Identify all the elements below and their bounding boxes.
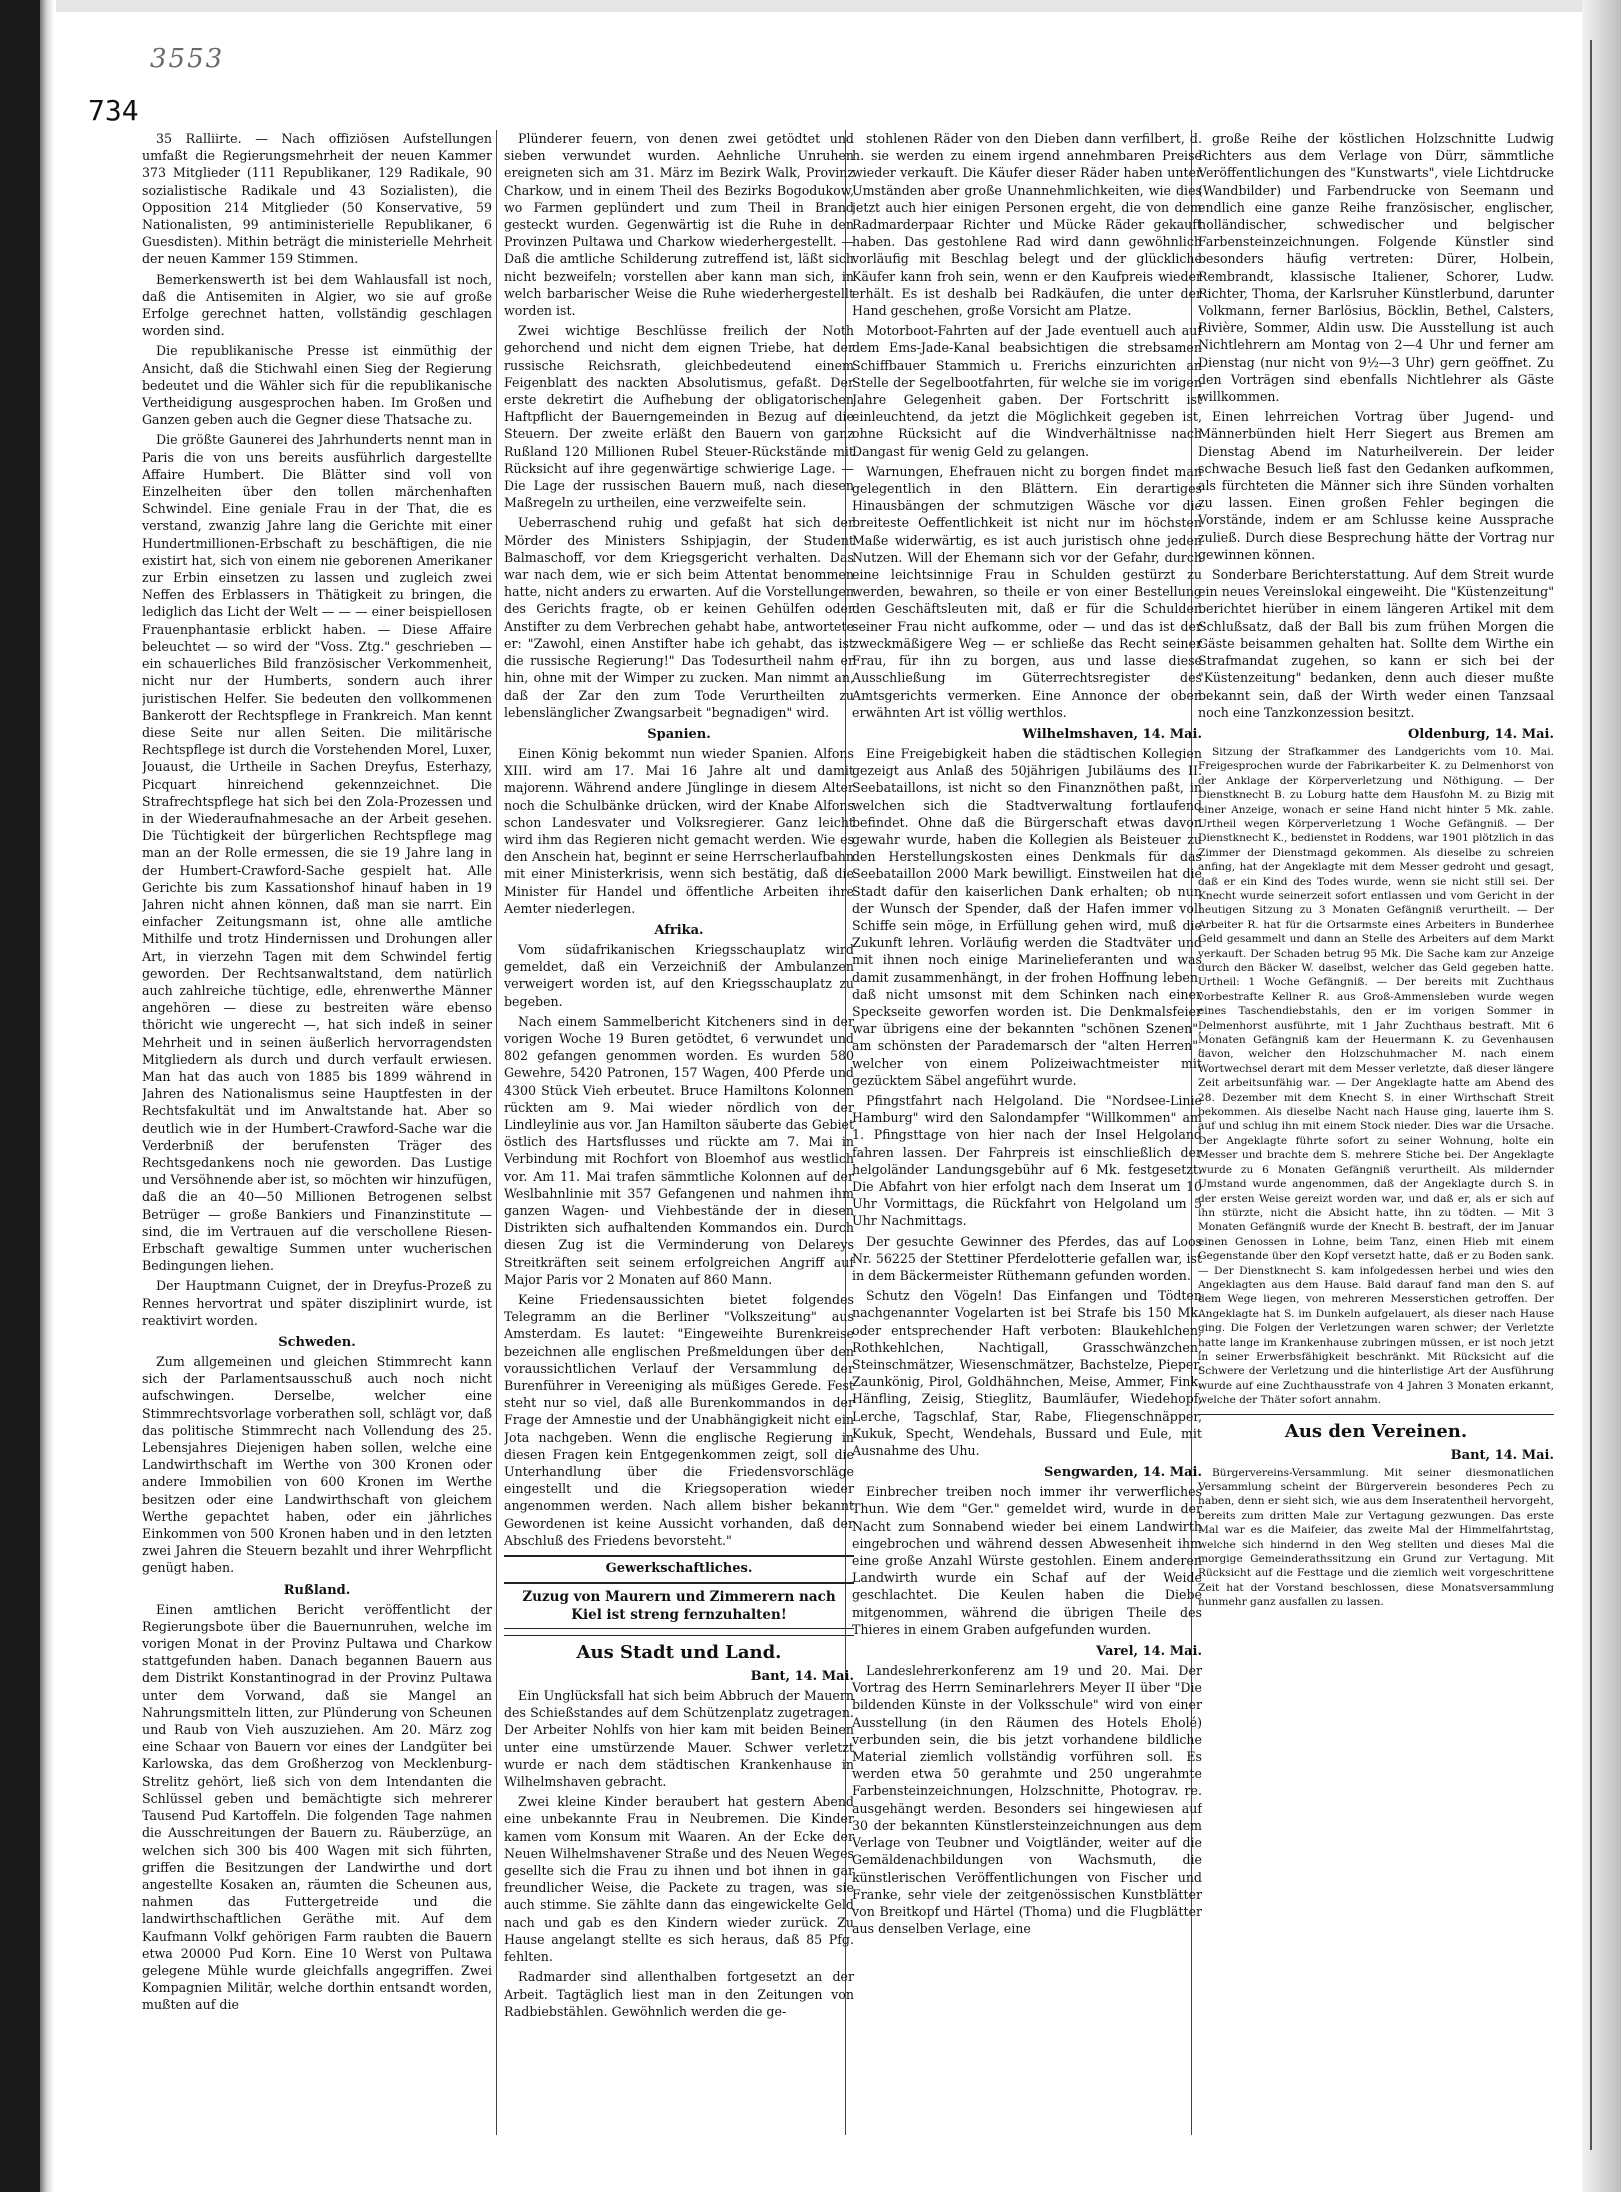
paragraph: Keine Friedensaussichten bietet folgendes Telegramm an die Berliner "Volkszeitung" aus Amsterdam. Es lautet: "Eingeweihte Burenkreise bezeichnen alle englischen Preßmeldungen über den voraussichtlichen Verlauf der Versammlung der Burenführer in Vereeniging als müßiges Gerede. Fest steht nur so viel, daß alle Burenkommandos in der Frage der Amnestie und der Unabhängigkeit nicht ein Jota nachgeben. Wenn die englische Regierung in diesen Fragen kein Entgegenkommen zeigt, soll die Unterhandlung über die Friedensvorschläge eingestellt und die Kriegsoperation wieder angenommen werden. Nach allem bisher bekannt Gewordenen ist keine Aussicht vorhanden, daß der Abschluß des Friedens bevorsteht."	[504, 1292, 854, 1548]
dateline-wilhelmshaven: Wilhelmshaven, 14. Mai.	[1022, 726, 1202, 742]
column-3	[852, 130, 1202, 2135]
paragraph: Eine Freigebigkeit haben die städtischen Kollegien gezeigt aus Anlaß des 50jährigen Jubiläums des II. Seebataillons, ist nicht so den Finanznöthen paßt, in welchen sich die Stadtverwaltung fortlaufend befindet. Ohne daß die Bürgerschaft etwas davon gewahr wurde, haben die Kollegien als Beisteuer zu den Herstellungskosten eines Denkmals für das Seebataillon 2000 Mark bewilligt. Einstweilen hat die Stadt dafür den kaiserlichen Dank erhalten; ob nun der Wunsch der Spender, daß der Hafen immer voll Schiffe sein möge, in Erfüllung gehen wird, muß die Zukunft lehren. Vorläufig werden die Stadtväter und mit ihnen noch einige Marinelieferanten und was damit zusammenhängt, in der frohen Hoffnung leben, daß nicht umsonst mit dem Schinken nach einer Speckseite geworfen worden ist. Die Denkmalsfeier war übrigens eine der bekannten "schönen Szenen", am schönsten der Parademarsch der "alten Herren", welcher von einem Polizeiwachtmeister mit gezücktem Säbel angeführt wurde.	[852, 745, 1202, 1088]
paragraph: Die größte Gaunerei des Jahrhunderts nennt man in Paris die von uns bereits ausführlich dargestellte Affaire Humbert. Die Blätter sind voll von Einzelheiten über den tollen märchenhaften Schwindel. Eine geniale Frau in der That, die es verstand, zwanzig Jahre lang die Gerichte mit einer Hundertmillionen-Erbschaft zu beschäftigen, die nie existirt hat, sich von einem nie geborenen Amerikaner zur Erbin einsetzen zu lassen und zugleich zwei Neffen des Erblassers in Thätigkeit zu bringen, die lediglich das Licht der Welt — — — einer beispiellosen Frauenphantasie erblickt haben. — Diese Affaire beleuchtet — so wird der "Voss. Ztg." geschrieben — ein schauerliches Bild französischer Verkommenheit, nicht nur der Humberts, sondern auch ihrer juristischen Helfer. Sie bedeuten den vollkommenen Bankerott der Rechtspflege in Frankreich. Man kennt diese Seite nur allen Seiten. Die militärische Rechtspflege ist durch die Vorstehenden Morel, Luxer, Jouaust, die Urtheile in Sachen Dreyfus, Esterhazy, Picquart hinreichend gekennzeichnet. Die Strafrechtspflege hat sich bei den Zola-Prozessen und in der Wiederaufnahmesache an der Arbeit gesehen. Die Tüchtigkeit der bürgerlichen Rechtspflege mag man an der Rolle ermessen, die sie 19 Jahre lang in der Humbert-Crawford-Sache gespielt hat. Alle Gerichte bis zum Kassationshof hinauf haben in 19 Jahren nicht ahnen können, daß man sie narrt. Ein einfacher Zeitungsmann ist, ohne alle amtliche Mithilfe und trotz Hindernissen und Drohungen aller Art, in vierzehn Tagen mit dem Schwindel fertig geworden. Der Rechtsanwaltstand, dem natürlich auch zahlreiche tüchtige, edle, ehrenwerthe Männer angehören — diese zu bestreiten wäre ebenso thöricht wie ungerecht —, hat sich indeß in seiner Mehrheit und in seinen äußerlich hervorragendsten Mitgliedern als durch und durch verfault erwiesen. Man hat das auch von 1885 bis 1899 während in Jahren des Nationalismus seine Hauptfesten in der Rechtsfakultät und im Anwaltstande hat. Aber so deutlich wie in der Humbert-Crawford-Sache war die Verderbniß der berufensten Träger des Rechtsgedankens noch nie geworden. Das Lustige und Versöhnende aber ist, so möchten wir hinzufügen, daß die an 40—50 Millionen Betrogenen selbst Betrüger — große Bankiers und Finanzinstitute — sind, die im Vertrauen auf die verschollene Riesen-Erbschaft gewaltige Summen unter wucherischen Bedingungen liehen.	[142, 432, 492, 1274]
paragraph: Warnungen, Ehefrauen nicht zu borgen findet man gelegentlich in den Blättern. Ein derartiges Hinausbängen der schmutzigen Wäsche vor die breiteste Oeffentlichkeit ist nicht nur im höchsten Maße widerwärtig, es ist auch juristisch ohne jeden Nutzen. Will der Ehemann sich vor der Gefahr, durch eine leichtsinnige Frau in Schulden gestürzt zu werden, bewahren, so theile er von einer Bestellung den Geschäftsleuten mit, daß er für die Schulden seiner Frau nicht aufkomme, oder — und das ist der zweckmäßigere Weg — er schließe das Recht seiner Frau, für ihn zu borgen, aus und lasse diese Ausschließung im Güterrechtsregister des Amtsgerichts vermerken. Eine Annonce der oben erwähnten Art ist völlig werthlos.	[852, 463, 1202, 720]
section-heading-gewerkschaftliches: Gewerkschaftliches.	[504, 1555, 854, 1576]
dateline-bant: Bant, 14. Mai.	[1450, 1447, 1554, 1463]
column-2	[504, 130, 854, 2135]
section-heading-afrika: Afrika.	[654, 922, 704, 938]
paragraph: Einbrecher treiben noch immer ihr verwerfliches Thun. Wie dem "Ger." gemeldet wird, wurde in der Nacht zum Sonnabend wieder bei einem Landwirth eingebrochen und während dessen Abwesenheit ihm eine große Anzahl Würste gestohlen. Einem anderen Landwirth wurde ein Schaf auf der Weide geschlachtet. Die Keulen haben die Diebe mitgenommen, während die übrigen Theile des Thieres in einem Graben aufgefunden wurden.	[852, 1484, 1202, 1637]
paragraph: Zwei wichtige Beschlüsse freilich der Noth gehorchend und nicht dem eignen Triebe, hat der russische Reichsrath, gleichbedeutend einem Feigenblatt des nackten Absolutismus, gefaßt. Der erste dekretirt die Aufhebung der obligatorischen Haftpflicht der Bauerngemeinden in Bezug auf die Steuern. Der zweite erläßt den Bauern von ganz Rußland 120 Millionen Rubel Steuer-Rückstände mit Rücksicht auf ihre gegenwärtige schwierige Lage. — Die Lage der russischen Bauern muß, nach diesen Maßregeln zu urtheilen, eine verzweifelte sein.	[504, 323, 854, 511]
paragraph: Schutz den Vögeln! Das Einfangen und Tödten nachgenannter Vogelarten ist bei Strafe bis 150 Mk. oder entsprechender Haft verboten: Blaukehlchen, Rothkehlchen, Nachtigall, Grasschwänzchen, Steinschmätzer, Wiesenschmätzer, Bachstelze, Pieper, Zaunkönig, Pirol, Goldhähnchen, Meise, Ammer, Fink, Hänfling, Zeisig, Stieglitz, Baumläufer, Wiedehopf, Lerche, Tagschlaf, Star, Rabe, Fliegenschnäpper, Kukuk, Specht, Wendehals, Bussard und Eule, mit Ausnahme des Uhu.	[852, 1288, 1202, 1459]
paragraph-small: Sitzung der Strafkammer des Landgerichts vom 10. Mai. Freigesprochen wurde der Fabrikarbeiter K. zu Delmenhorst von der Anklage der Körperverletzung und Nöthigung. — Der Dienstknecht B. zu Loburg hatte dem Hausfohn M. zu Bizig mit einer Anzeige, wonach er seine Hand nicht hinter 5 Mk. zahle. Urtheil wegen Körperverletzung 1 Woche Gefängniß. — Der Dienstknecht K., bedienstet in Roddens, war 1901 plötzlich in das Zimmer der Dienstmagd gekommen. Als dieselbe zu schreien anfing, hat der Angeklagte mit dem Messer gedroht und gesagt, daß er ein Kind des Todes wurde, wenn sie nicht still sei. Der Knecht wurde seinerzeit sofort entlassen und vom Gericht in der heutigen Sitzung zu 3 Monaten Gefängniß verurtheilt. — Der Arbeiter R. hat für die Ortsarmste eines Arbeiters in Bunderhee Geld gesammelt und dann an Stelle des Arbeiters auf dem Markt verkauft. Der Schaden betrug 95 Mk. Die Sache kam zur Anzeige durch den Bäcker W. daselbst, welcher das Geld gegeben hatte. Urtheil: 1 Woche Gefängniß. — Der bereits mit Zuchthaus vorbestrafte Kellner R. aus Groß-Ammensleben wurde wegen eines Taschendiebstahls, den er im vorigen Sommer in Delmenhorst ausführte, mit 1 Jahr Zuchthaus bestraft. Mit 6 Monaten Gefängniß kam der Heuermann K. zu Gevenhausen davon, welcher den Holzschuhmacher M. nach einem Wortwechsel derart mit dem Messer verletzte, daß dieser längere Zeit arbeitsunfähig war. — Der Angeklagte hatte am Abend des 28. Dezember mit dem Knecht S. in einer Wirthschaft Streit bekommen. Als dieselbe Nacht nach Hause ging, lauerte ihm S. auf und schlug ihn mit einem Stock nieder. Dies war die Ursache. Der Angeklagte führte sofort zu seiner Wohnung, holte ein Messer und brachte dem S. mehrere Stiche bei. Der Angeklagte wurde zu 6 Monaten Gefängniß verurtheilt. Als mildernder Umstand wurde angenommen, daß der Angeklagte durch S. in der ersten Weise gereizt worden war, und daß er, als er sich auf ihn stürzte, nicht die Absicht hatte, ihn zu tödten. — Mit 3 Monaten Gefängniß wurde der Knecht B. bestraft, der im Januar einen Genossen in Lohne, beim Tanz, einen Hieb mit einem Gegenstande über den Kopf versetzt hatte, daß er zu Boden sank. — Der Dienstknecht S. kam infolgedessen herbei und wies den Angeklagten aus dem Hause. Bald darauf fand man den S. auf dem Wege liegen, von mehreren Messerstichen getroffen. Der Angeklagte hat S. im Dunkeln aufgelauert, als dieser nach Hause ging. Die Folgen der Verletzungen waren schwer; der Verletzte hatte lange im Krankenhause zubringen müssen, er ist noch jetzt in seiner Erwerbsfähigkeit beschränkt. Mit Rücksicht auf die Schwere der Verletzung und die hinterlistige Art der Ausführung wurde auf eine Zuchthausstrafe von 4 Jahren 3 Monaten erkannt, welche der Thäter sofort annahm.	[1198, 745, 1554, 1407]
paragraph: Radmarder sind allenthalben fortgesetzt an der Arbeit. Tagtäglich liest man in den Zeitungen von Radbiebstählen. Gewöhnlich werden die ge-	[504, 1969, 854, 2019]
dateline-oldenburg: Oldenburg, 14. Mai.	[1407, 726, 1554, 742]
paragraph: Die republikanische Presse ist einmüthig der Ansicht, daß die Stichwahl einen Sieg der Regierung bedeutet und die Wähler sich für die republikanische Vertheidigung ausgesprochen haben. Im Großen und Ganzen geben auch die Gegner diese Thatsache zu.	[142, 343, 492, 428]
section-heading-aus-den-vereinen: Aus den Vereinen.	[1198, 1414, 1554, 1442]
paragraph: Ein Unglücksfall hat sich beim Abbruch der Mauern des Schießstandes auf dem Schützenplatz zugetragen. Der Arbeiter Nohlfs von hier kam mit beiden Beinen unter eine umstürzende Mauer. Schwer verletzt wurde er nach dem städtischen Krankenhause in Wilhelmshaven gebracht.	[504, 1688, 854, 1790]
column-4	[1198, 130, 1554, 2135]
dateline-sengwarden: Sengwarden, 14. Mai.	[1044, 1465, 1202, 1481]
scan-top-edge	[56, 0, 1582, 12]
paragraph: Zwei kleine Kinder beraubert hat gestern Abend eine unbekannte Frau in Neubremen. Die Kinder kamen vom Konsum mit Waaren. An der Ecke der Neuen Wilhelmshavener Straße und des Neuen Weges gesellte sich die Frau zu ihnen und bot ihnen in gar freundlicher Weise, die Packete zu tragen, was sie auch stimme. Sie zählte dann das eingewickelte Geld nach und gab es den Kindern wieder zurück. Zu Hause angelangt stellte es sich heraus, daß 85 Pfg. fehlten.	[504, 1794, 854, 1965]
paragraph: Einen König bekommt nun wieder Spanien. Alfons XIII. wird am 17. Mai 16 Jahre alt und damit majorenn. Während andere Jünglinge in diesem Alter noch die Schulbänke drücken, wird der Knabe Alfons schon Landesvater und Volksregierer. Ganz leicht wird ihm das Regieren nicht gemacht werden. Wie es den Anschein hat, beginnt er seine Herrscherlaufbahn mit einer Ministerkrisis, wenn sich bestätig, daß die Minister für Handel und öffentliche Arbeiten ihre Aemter niederlegen.	[504, 745, 854, 916]
paragraph: Zum allgemeinen und gleichen Stimmrecht kann sich der Parlamentsausschuß auch noch nicht aufschwingen. Derselbe, welcher eine Stimmrechtsvorlage vorberathen soll, schlägt vor, daß das politische Stimmrecht nach Vollendung des 25. Lebensjahres Diejenigen haben sollen, welche eine Landwirthschaft im Werthe von 300 Kronen oder andere Immobilien von 600 Kronen im Werthe besitzen oder eine Landwirthschaft von gleichem Werthe gepachtet haben, oder ein jährliches Einkommen von 500 Kronen haben und in den letzten zwei Jahren die Steuern bezahlt und ihrer Wehrpflicht genügt haben.	[142, 1354, 492, 1576]
paragraph: Sonderbare Berichterstattung. Auf dem Streit wurde ein neues Vereinslokal eingeweiht. Die "Küstenzeitung" berichtet hierüber in einem längeren Artikel mit dem Schlußsatz, daß der Ball bis zum frühen Morgen die Gäste beisammen gehalten hat. Sollte dem Wirthe ein Strafmandat zugehen, so kann er sich bei der "Küstenzeitung" bedanken, denn auch dieser mußte bekannt sein, daß der Wirth weder einen Tanzsaal noch eine Tanzkonzession besitzt.	[1198, 567, 1554, 720]
pencil-mark: 3553	[150, 44, 225, 74]
paragraph: Einen amtlichen Bericht veröffentlicht der Regierungsbote über die Bauernunruhen, welche im vorigen Monat in der Provinz Pultawa und Charkow stattgefunden haben. Danach begannen Bauern aus dem Distrikt Konstantinograd in der Provinz Pultawa unter dem Vorwand, daß sie Mangel an Nahrungsmitteln litten, zur Plünderung von Scheunen und Raub von Vieh auszuziehen. Am 20. März zog eine Schaar von Bauern vor eines der Landgüter bei Karlowska, das dem Großherzog von Mecklenburg-Strelitz gehört, ließ sich von dem Intendanten die Schlüssel geben und bemächtigte sich mehrerer Tausend Pud Kartoffeln. Die folgenden Tage nahmen die Ausschreitungen der Bauern zu. Räuberzüge, an welchen sich 300 bis 400 Wagen mit sich führten, griffen die Besitzungen der Landwirthe und dort angestellte Kosaken an, räumten die Scheunen aus, nahmen das Futtergetreide und die landwirthschaftlichen Geräthe mit. Auf dem Kaufmann Volkf gehörigen Farm raubten die Bauern etwa 20000 Pud Korn. Eine 10 Werst von Pultawa gelegene Mühle wurde gleichfalls angegriffen. Zwei Kompagnien Militär, welche dorthin entsandt worden, mußten auf die	[142, 1601, 492, 2013]
paragraph: Pfingstfahrt nach Helgoland. Die "Nordsee-Linie Hamburg" wird den Salondampfer "Willkommen" am 1. Pfingsttage von hier nach der Insel Helgoland fahren lassen. Der Fahrpreis ist einschließlich der helgoländer Landungsgebühr auf 6 Mk. festgesetzt. Die Abfahrt von hier erfolgt nach dem Inserat um 10 Uhr Vormittags, die Rückfahrt von Helgoland um 5 Uhr Nachmittags.	[852, 1092, 1202, 1229]
dateline-varel: Varel, 14. Mai.	[1096, 1644, 1202, 1660]
paragraph: Bemerkenswerth ist bei dem Wahlausfall ist noch, daß die Antisemiten in Algier, wo sie auf große Erfolge gerechnet hatten, vollständig geschlagen worden sind.	[142, 271, 492, 339]
paragraph: Landeslehrerkonferenz am 19 und 20. Mai. Der Vortrag des Herrn Seminarlehrers Meyer II über "Die bildenden Künste in der Volksschule" wird von einer Ausstellung (in den Räumen des Hotels Eholé) verbunden sein, die bis jetzt vorhandene bildliche Material ziemlich vollständig vorführen soll. Es werden etwa 50 gerahmte und 250 ungerahmte Farbensteinzeichnungen, Holzschnitte, Photograv. re. ausgehängt werden. Besonders sei hingewiesen auf 30 der bekannten Künstlersteinzeichnungen aus dem Verlage von Teubner und Voigtländer, weiter auf die Gemäldenachbildungen von Wachsmuth, die künstlerischen Veröffentlichungen von Fischer und Franke, sehr viele der zeitgenössischen Kunstblätter von Breitkopf und Härtel (Thoma) und die Flugblätter aus denselben Verlage, eine	[852, 1663, 1202, 1937]
page-right-edge	[1582, 0, 1621, 2192]
paragraph: Vom südafrikanischen Kriegsschauplatz wird gemeldet, daß ein Verzeichniß der Ambulanzen verweigert worden ist, auf den Kriegsschauplatz zu begeben.	[504, 941, 854, 1009]
section-heading-stadt-und-land: Aus Stadt und Land.	[504, 1635, 854, 1663]
paragraph: Der gesuchte Gewinner des Pferdes, das auf Loos Nr. 56225 der Stettiner Pferdelotterie gefallen war, ist in dem Bäckermeister Rüthemann gefunden worden.	[852, 1233, 1202, 1283]
paragraph: Motorboot-Fahrten auf der Jade eventuell auch auf dem Ems-Jade-Kanal beabsichtigen die strebsamen Schiffbauer Stammich u. Frerichs einzurichten an Stelle der Segelbootfahrten, für welche sie im vorigen Jahre Gelegenheit gaben. Der Fortschritt ist einleuchtend, da jetzt die Möglichkeit gegeben ist, ohne Rücksicht auf die Windverhältnisse nach Dangast für wenig Geld zu gelangen.	[852, 323, 1202, 459]
book-binding-edge	[0, 0, 40, 2192]
column-rule	[496, 130, 497, 2135]
paragraph: Ueberraschend ruhig und gefaßt hat sich der Mörder des Ministers Sshipjagin, der Student Balmaschoff, vor dem Kriegsgericht verhalten. Das war nach dem, wie er sich beim Attentat benommen hatte, nicht anders zu erwarten. Auf die Vorstellungen des Gerichts fragte, ob er keinen Gehülfen oder Anstifter zu dem Verbrechen gehabt habe, antwortete er: "Zawohl, einen Anstifter habe ich gehabt, das ist die russische Regierung!" Das Todesurtheil nahm er hin, ohne mit der Wimper zu zucken. Man nimmt an, daß der Zar den zum Tode Verurtheilten zu lebenslänglicher Zwangsarbeit "begnadigen" wird.	[504, 515, 854, 720]
page-number: 734	[88, 94, 139, 127]
paragraph: stohlenen Räder von den Dieben dann verfilbert, d. h. sie werden zu einem irgend annehmbaren Preise wieder verkauft. Die Käufer dieser Räder haben unter Umständen aber große Unannehmlichkeiten, wie dies jetzt auch hier einigen Personen ergeht, die von dem Radmarderpaar Richter und Mücke Räder gekauft haben. Das gestohlene Rad wird dann gewöhnlich vorläufig mit Beschlag belegt und der glückliche Käufer kann froh sein, wenn er den Kaufpreis wieder erhält. Es ist deshalb bei Radkäufen, die unter der Hand geschehen, große Vorsicht am Platze.	[852, 131, 1202, 319]
paragraph: Plünderer feuern, von denen zwei getödtet und sieben verwundet wurden. Aehnliche Unruhen ereigneten sich am 31. März im Bezirk Walk, Provinz Charkow, und in einem Theil des Bezirks Bogodukow, wo Farmen geplündert und zum Theil in Brand gesteckt wurden. Gegenwärtig ist die Ruhe in den Provinzen Pultawa und Charkow wiederhergestellt. — Daß die amtliche Schilderung zutreffend ist, läßt sich nicht bezweifeln; vorstellen aber kann man sich, in welch barbarischer Weise die Ruhe wiederhergestellt worden ist.	[504, 131, 854, 319]
paragraph: Einen lehrreichen Vortrag über Jugend- und Männerbünden hielt Herr Siegert aus Bremen am Dienstag Abend im Naturheilverein. Der leider schwache Besuch ließ fast den Gedanken aufkommen, als fürchteten die Männer sich ihre Sünden vorhalten zu lassen. Einen großen Fehler begingen die Vorstände, indem er am Schlusse keine Aussprache zuließ. Durch diese Besprechung hätte der Vortrag nur gewinnen können.	[1198, 409, 1554, 562]
paragraph: große Reihe der köstlichen Holzschnitte Ludwig Richters aus dem Verlage von Dürr, sämmtliche Veröffentlichungen des "Kunstwarts", viele Lichtdrucke (Wandbilder) und Farbendrucke von Seemann und endlich eine ganze Reihe französischer, englischer, holländischer, schwedischer und belgischer Farbensteinzeichnungen. Folgende Künstler sind besonders häufig vertreten: Dürer, Holbein, Rembrandt, klassische Italiener, Schorer, Ludw. Richter, Thoma, der Karlsruher Künstlerbund, darunter Volkmann, ferner Barlösius, Böcklin, Bethel, Calsters, Rivière, Sommer, Aldin usw. Die Ausstellung ist auch Nichtlehrern am Montag von 2—4 Uhr und ferner am Dienstag (nur nicht von 9½—3 Uhr) gern geöffnet. Zu den Vorträgen sind ebenfalls Nichtlehrer als Gäste willkommen.	[1198, 131, 1554, 405]
dateline-bant: Bant, 14. Mai.	[750, 1669, 854, 1685]
paragraph: Nach einem Sammelbericht Kitcheners sind in der vorigen Woche 19 Buren getödtet, 6 verwundet und 802 gefangen genommen worden. Es wurden 580 Gewehre, 5420 Patronen, 157 Wagen, 400 Pferde und 4300 Stück Vieh erbeutet. Bruce Hamiltons Kolonnen rückten am 9. Mai wieder nördlich von der Lindleylinie aus vor. Jan Hamilton säuberte das Gebiet östlich des Hartsflusses und rückte am 7. Mai in Verbindung mit Rochfort von Bloemhof aus westlich vor. Am 11. Mai trafen sämmtliche Kolonnen auf der Weslbahnlinie mit 357 Gefangenen und nahmen ihm ganzen Wagen- und Viehbestände der in diesen Distrikten sich aufhaltenden Kommandos ein. Durch diesen Zug ist die Verminderung von Delareys Streitkräften seit seinem erfolgreichen Angriff auf Major Paris vor 2 Monaten auf 860 Mann.	[504, 1013, 854, 1287]
section-heading-schweden: Schweden.	[278, 1335, 356, 1351]
section-heading-spanien: Spanien.	[647, 726, 711, 742]
paragraph-small: Bürgervereins-Versammlung. Mit seiner diesmonatlichen Versammlung scheint der Bürgerverein besonderes Pech zu haben, denn er sieht sich, wie aus dem Inseratentheil hervorgeht, bereits zum dritten Male zur Vertagung gezwungen. Das erste Mal war es die Maifeier, das zweite Mal der Himmelfahrtstag, welche sich hindernd in den Weg stellten und dieses Mal die morgige Gemeinderathssitzung ein Grund zur Vertagung. Mit Rücksicht auf die Festtage und die ziemlich weit vorgeschrittene Zeit hat der Vorstand beschlossen, diese Monatsversammlung nunmehr ganz ausfallen zu lassen.	[1198, 1466, 1554, 1609]
paragraph: Der Hauptmann Cuignet, der in Dreyfus-Prozeß zu Rennes hervortrat und später disziplinirt wurde, ist reaktivirt worden.	[142, 1278, 492, 1328]
notice-box: Zuzug von Maurern und Zimmerern nach Kiel ist streng fernzuhalten!	[504, 1582, 854, 1629]
column-1	[142, 130, 492, 2135]
paragraph: 35 Ralliirte. — Nach offiziösen Aufstellungen umfaßt die Regierungsmehrheit der neuen Kammer 373 Mitglieder (111 Republikaner, 129 Radikale, 90 sozialistische Radikale und 43 Sozialisten), die Opposition 214 Mitglieder (50 Konservative, 59 Nationalisten, 99 antiministerielle Republikaner, 6 Guesdisten). Mithin beträgt die ministerielle Mehrheit der neuen Kammer 159 Stimmen.	[142, 131, 492, 267]
section-heading-russland: Rußland.	[283, 1582, 351, 1598]
